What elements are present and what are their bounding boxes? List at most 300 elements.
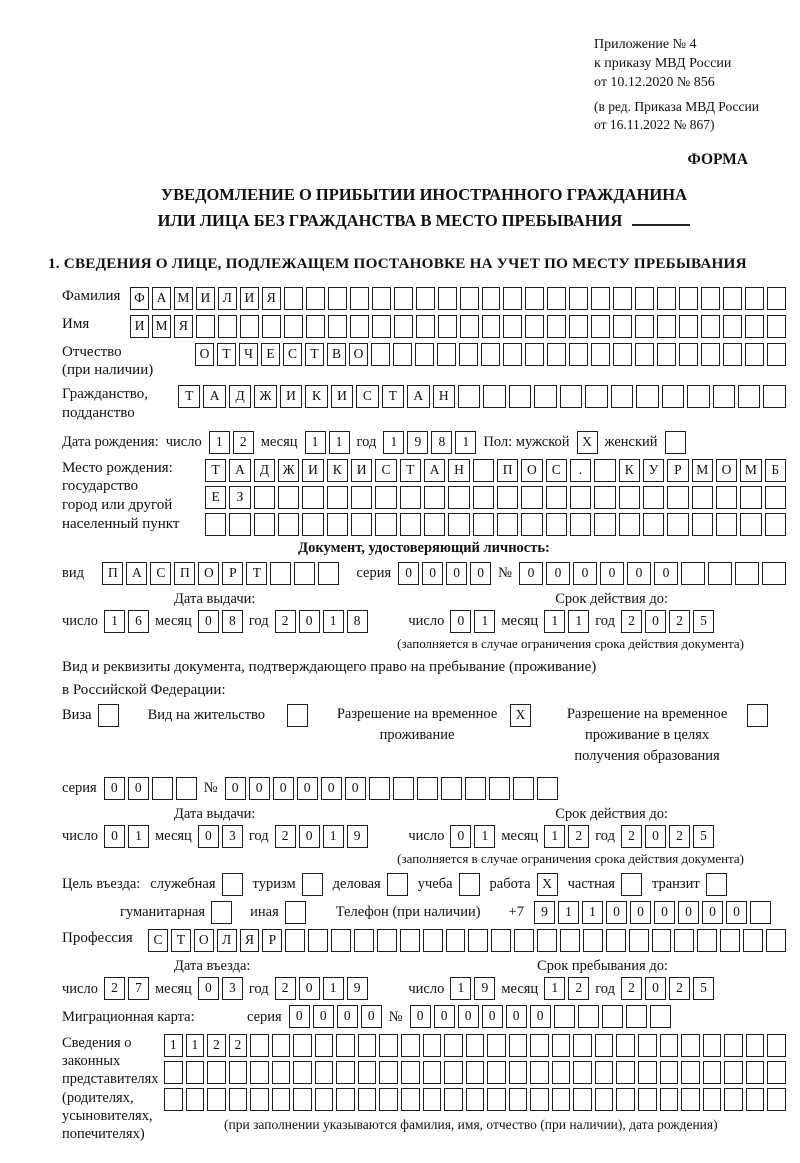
char-cell[interactable] [745,343,764,366]
char-cell[interactable] [537,929,557,952]
char-cell[interactable] [448,486,469,509]
char-cell[interactable]: П [174,562,195,585]
char-cell[interactable] [446,929,466,952]
char-cell[interactable]: И [240,287,259,310]
char-cell[interactable] [350,315,369,338]
char-cell[interactable] [530,1034,549,1057]
char-cell[interactable]: Е [205,486,226,509]
char-cell[interactable]: П [497,459,518,482]
char-cell[interactable] [401,1061,420,1084]
char-cell[interactable]: 2 [229,1034,248,1057]
char-cell[interactable] [765,486,786,509]
char-cell[interactable]: О [521,459,542,482]
char-cell[interactable] [766,929,786,952]
char-cell[interactable] [489,777,510,800]
char-cell[interactable]: И [130,315,149,338]
stay-month-cells[interactable] [544,977,589,1000]
char-cell[interactable]: 0 [434,1005,455,1028]
char-cell[interactable] [703,1034,722,1057]
char-cell[interactable] [660,1034,679,1057]
char-cell[interactable]: Я [174,315,193,338]
char-cell[interactable] [591,287,610,310]
char-cell[interactable]: 0 [600,562,624,585]
char-cell[interactable]: А [126,562,147,585]
char-cell[interactable] [750,901,771,924]
char-cell[interactable] [466,1061,485,1084]
char-cell[interactable]: 0 [546,562,570,585]
char-cell[interactable] [657,287,676,310]
char-cell[interactable] [595,1034,614,1057]
char-cell[interactable] [379,1088,398,1111]
char-cell[interactable] [552,1034,571,1057]
purpose-other-checkbox[interactable] [285,901,306,924]
char-cell[interactable]: 0 [645,610,666,633]
char-cell[interactable]: 2 [568,825,589,848]
char-cell[interactable] [525,287,544,310]
char-cell[interactable] [509,385,531,408]
char-cell[interactable] [619,486,640,509]
char-cell[interactable] [743,929,763,952]
char-cell[interactable] [375,513,396,536]
char-cell[interactable] [547,287,566,310]
char-cell[interactable]: 0 [470,562,491,585]
char-cell[interactable] [441,777,462,800]
char-cell[interactable]: 0 [345,777,366,800]
entry-month-cells[interactable] [198,977,243,1000]
char-cell[interactable] [351,486,372,509]
rvp-checkbox[interactable]: X [510,704,531,727]
char-cell[interactable] [308,929,328,952]
char-cell[interactable]: 1 [164,1034,183,1057]
char-cell[interactable]: О [349,343,368,366]
char-cell[interactable] [262,315,281,338]
char-cell[interactable]: 9 [407,431,428,454]
char-cell[interactable]: 0 [337,1005,358,1028]
char-cell[interactable] [602,1005,623,1028]
char-cell[interactable]: 0 [398,562,419,585]
residence-issue-day-cells[interactable] [104,825,149,848]
char-cell[interactable] [401,1034,420,1057]
char-cell[interactable]: 0 [289,1005,310,1028]
char-cell[interactable] [424,513,445,536]
char-cell[interactable] [487,1061,506,1084]
char-cell[interactable] [250,1061,269,1084]
char-cell[interactable] [327,486,348,509]
char-cell[interactable]: 2 [104,977,125,1000]
char-cell[interactable] [377,929,397,952]
identity-issue-year-cells[interactable] [275,610,368,633]
char-cell[interactable]: 1 [323,977,344,1000]
char-cell[interactable] [497,486,518,509]
char-cell[interactable]: 2 [621,825,642,848]
char-cell[interactable] [595,1061,614,1084]
char-cell[interactable] [350,287,369,310]
char-cell[interactable] [444,1061,463,1084]
char-cell[interactable]: 9 [347,825,368,848]
char-cell[interactable]: Л [218,287,237,310]
char-cell[interactable]: 1 [128,825,149,848]
char-cell[interactable]: 1 [544,825,565,848]
char-cell[interactable]: С [356,385,378,408]
char-cell[interactable] [448,513,469,536]
char-cell[interactable]: 2 [669,977,690,1000]
char-cell[interactable]: 0 [450,610,471,633]
birth-place-cells-row2[interactable] [205,486,786,509]
char-cell[interactable]: 1 [450,977,471,1000]
char-cell[interactable] [459,343,478,366]
char-cell[interactable]: К [327,459,348,482]
char-cell[interactable]: 0 [299,610,320,633]
residence-issue-year-cells[interactable] [275,825,368,848]
char-cell[interactable] [716,486,737,509]
char-cell[interactable] [229,1088,248,1111]
char-cell[interactable]: А [152,287,171,310]
char-cell[interactable] [152,777,173,800]
identity-valid-month-cells[interactable] [544,610,589,633]
char-cell[interactable]: Т [246,562,267,585]
char-cell[interactable] [723,287,742,310]
char-cell[interactable] [547,315,566,338]
char-cell[interactable] [738,385,760,408]
char-cell[interactable]: К [619,459,640,482]
char-cell[interactable] [372,315,391,338]
char-cell[interactable] [473,459,494,482]
char-cell[interactable] [438,315,457,338]
char-cell[interactable] [703,1061,722,1084]
char-cell[interactable]: 3 [222,825,243,848]
char-cell[interactable] [176,777,197,800]
char-cell[interactable]: . [570,459,591,482]
char-cell[interactable]: 1 [104,610,125,633]
char-cell[interactable]: 0 [225,777,246,800]
char-cell[interactable]: Я [240,929,260,952]
char-cell[interactable]: 8 [222,610,243,633]
char-cell[interactable]: 1 [544,610,565,633]
char-cell[interactable] [595,1088,614,1111]
char-cell[interactable]: С [283,343,302,366]
sex-female-checkbox[interactable] [665,431,686,454]
char-cell[interactable] [482,315,501,338]
char-cell[interactable]: 0 [361,1005,382,1028]
char-cell[interactable] [740,486,761,509]
char-cell[interactable] [638,1088,657,1111]
char-cell[interactable] [513,777,534,800]
doc-kind-cells[interactable] [102,562,339,585]
char-cell[interactable] [481,343,500,366]
char-cell[interactable] [416,287,435,310]
char-cell[interactable]: Т [382,385,404,408]
char-cell[interactable] [272,1088,291,1111]
char-cell[interactable] [207,1088,226,1111]
char-cell[interactable] [585,385,607,408]
char-cell[interactable] [358,1034,377,1057]
char-cell[interactable] [394,315,413,338]
char-cell[interactable]: 8 [347,610,368,633]
birth-place-cells-row1[interactable] [205,459,786,482]
char-cell[interactable] [636,385,658,408]
char-cell[interactable] [657,343,676,366]
purpose-humanitarian-checkbox[interactable] [211,901,232,924]
char-cell[interactable]: Т [171,929,191,952]
char-cell[interactable] [573,1061,592,1084]
char-cell[interactable]: О [198,562,219,585]
char-cell[interactable] [613,343,632,366]
char-cell[interactable] [351,513,372,536]
char-cell[interactable] [643,513,664,536]
char-cell[interactable] [546,486,567,509]
identity-issue-day-cells[interactable] [104,610,149,633]
char-cell[interactable]: 1 [383,431,404,454]
char-cell[interactable] [327,513,348,536]
char-cell[interactable] [662,385,684,408]
char-cell[interactable] [537,777,558,800]
char-cell[interactable] [616,1088,635,1111]
char-cell[interactable]: 0 [104,825,125,848]
char-cell[interactable] [401,1088,420,1111]
birth-day-cells[interactable] [209,431,254,454]
stay-year-cells[interactable] [621,977,714,1000]
identity-issue-month-cells[interactable] [198,610,243,633]
char-cell[interactable] [483,385,505,408]
char-cell[interactable] [336,1061,355,1084]
char-cell[interactable] [762,562,786,585]
char-cell[interactable] [560,929,580,952]
char-cell[interactable]: Р [667,459,688,482]
char-cell[interactable]: 1 [582,901,603,924]
char-cell[interactable] [497,513,518,536]
char-cell[interactable]: 0 [297,777,318,800]
char-cell[interactable] [415,343,434,366]
char-cell[interactable] [767,343,786,366]
purpose-private-checkbox[interactable] [621,873,642,896]
char-cell[interactable]: 0 [654,901,675,924]
char-cell[interactable] [306,315,325,338]
char-cell[interactable]: П [102,562,123,585]
residence-valid-day-cells[interactable] [450,825,495,848]
char-cell[interactable]: К [305,385,327,408]
char-cell[interactable] [503,343,522,366]
char-cell[interactable] [460,315,479,338]
char-cell[interactable] [416,315,435,338]
residence-permit-checkbox[interactable] [287,704,308,727]
char-cell[interactable] [765,513,786,536]
char-cell[interactable]: 0 [410,1005,431,1028]
char-cell[interactable]: 0 [645,977,666,1000]
char-cell[interactable]: 0 [249,777,270,800]
representatives-cells-row2[interactable] [164,1061,786,1084]
char-cell[interactable]: 0 [299,825,320,848]
char-cell[interactable] [358,1061,377,1084]
char-cell[interactable] [315,1034,334,1057]
char-cell[interactable] [594,459,615,482]
char-cell[interactable] [458,385,480,408]
char-cell[interactable]: 0 [506,1005,527,1028]
doc-series-cells[interactable] [398,562,491,585]
char-cell[interactable] [393,777,414,800]
char-cell[interactable] [437,343,456,366]
char-cell[interactable] [701,287,720,310]
char-cell[interactable] [272,1034,291,1057]
char-cell[interactable] [701,343,720,366]
char-cell[interactable]: У [643,459,664,482]
patronymic-cells[interactable] [195,343,786,366]
char-cell[interactable] [371,343,390,366]
char-cell[interactable] [767,1061,786,1084]
char-cell[interactable] [735,562,759,585]
char-cell[interactable] [525,315,544,338]
char-cell[interactable] [514,929,534,952]
char-cell[interactable] [521,486,542,509]
char-cell[interactable] [638,1034,657,1057]
char-cell[interactable]: 1 [558,901,579,924]
char-cell[interactable]: Ч [239,343,258,366]
char-cell[interactable]: 0 [606,901,627,924]
char-cell[interactable] [681,1034,700,1057]
char-cell[interactable] [569,287,588,310]
char-cell[interactable] [746,1034,765,1057]
char-cell[interactable]: 1 [455,431,476,454]
char-cell[interactable] [626,1005,647,1028]
char-cell[interactable] [254,513,275,536]
char-cell[interactable]: 0 [678,901,699,924]
char-cell[interactable] [379,1034,398,1057]
char-cell[interactable] [716,513,737,536]
char-cell[interactable] [293,1061,312,1084]
char-cell[interactable]: 1 [544,977,565,1000]
char-cell[interactable]: И [351,459,372,482]
char-cell[interactable]: 0 [519,562,543,585]
char-cell[interactable]: 1 [305,431,326,454]
char-cell[interactable]: 2 [275,610,296,633]
char-cell[interactable] [487,1034,506,1057]
char-cell[interactable] [619,513,640,536]
char-cell[interactable]: 1 [209,431,230,454]
char-cell[interactable]: С [375,459,396,482]
char-cell[interactable] [509,1088,528,1111]
char-cell[interactable] [530,1088,549,1111]
char-cell[interactable] [521,513,542,536]
char-cell[interactable]: 2 [275,825,296,848]
char-cell[interactable] [681,562,705,585]
char-cell[interactable] [573,1088,592,1111]
char-cell[interactable] [438,287,457,310]
char-cell[interactable] [701,315,720,338]
purpose-transit-checkbox[interactable] [706,873,727,896]
residence-issue-month-cells[interactable] [198,825,243,848]
char-cell[interactable]: 0 [573,562,597,585]
char-cell[interactable] [328,315,347,338]
char-cell[interactable] [578,1005,599,1028]
char-cell[interactable]: 1 [186,1034,205,1057]
char-cell[interactable]: Б [765,459,786,482]
char-cell[interactable] [724,1061,743,1084]
char-cell[interactable] [613,287,632,310]
char-cell[interactable]: 0 [654,562,678,585]
char-cell[interactable] [745,287,764,310]
char-cell[interactable] [284,315,303,338]
char-cell[interactable]: Н [448,459,469,482]
char-cell[interactable]: О [194,929,214,952]
char-cell[interactable]: 5 [693,610,714,633]
residence-valid-month-cells[interactable] [544,825,589,848]
char-cell[interactable] [270,562,291,585]
char-cell[interactable] [254,486,275,509]
char-cell[interactable] [302,486,323,509]
char-cell[interactable] [703,1088,722,1111]
char-cell[interactable]: 0 [198,610,219,633]
surname-cells[interactable] [130,287,786,310]
char-cell[interactable]: 2 [568,977,589,1000]
char-cell[interactable] [379,1061,398,1084]
char-cell[interactable] [746,1088,765,1111]
migration-series-cells[interactable] [289,1005,382,1028]
char-cell[interactable] [400,486,421,509]
char-cell[interactable] [606,929,626,952]
char-cell[interactable]: А [203,385,225,408]
char-cell[interactable] [613,315,632,338]
char-cell[interactable]: 0 [630,901,651,924]
char-cell[interactable] [284,287,303,310]
char-cell[interactable]: Ж [254,385,276,408]
char-cell[interactable]: Т [305,343,324,366]
birth-place-cells-row3[interactable] [205,513,786,536]
purpose-official-checkbox[interactable] [222,873,243,896]
char-cell[interactable] [466,1034,485,1057]
char-cell[interactable] [570,486,591,509]
char-cell[interactable]: 0 [198,977,219,1000]
char-cell[interactable] [306,287,325,310]
residence-number-cells[interactable] [225,777,558,800]
char-cell[interactable] [767,315,786,338]
char-cell[interactable]: С [150,562,171,585]
char-cell[interactable]: 0 [422,562,443,585]
char-cell[interactable] [583,929,603,952]
char-cell[interactable]: О [716,459,737,482]
char-cell[interactable] [423,929,443,952]
char-cell[interactable] [473,486,494,509]
phone-cells[interactable] [534,901,771,924]
char-cell[interactable] [465,777,486,800]
char-cell[interactable]: 2 [233,431,254,454]
char-cell[interactable]: Д [254,459,275,482]
char-cell[interactable] [708,562,732,585]
char-cell[interactable] [679,287,698,310]
char-cell[interactable] [667,486,688,509]
visa-checkbox[interactable] [98,704,119,727]
char-cell[interactable] [746,1061,765,1084]
char-cell[interactable] [444,1034,463,1057]
entry-year-cells[interactable] [275,977,368,1000]
char-cell[interactable] [393,343,412,366]
char-cell[interactable]: Л [217,929,237,952]
char-cell[interactable] [679,343,698,366]
char-cell[interactable] [400,513,421,536]
char-cell[interactable]: Н [433,385,455,408]
purpose-tourism-checkbox[interactable] [302,873,323,896]
char-cell[interactable] [315,1088,334,1111]
char-cell[interactable] [285,929,305,952]
char-cell[interactable]: Ж [278,459,299,482]
char-cell[interactable] [400,929,420,952]
char-cell[interactable] [218,315,237,338]
char-cell[interactable] [503,287,522,310]
sex-male-checkbox[interactable]: X [577,431,598,454]
char-cell[interactable]: 1 [329,431,350,454]
char-cell[interactable]: 9 [474,977,495,1000]
char-cell[interactable]: М [174,287,193,310]
char-cell[interactable]: Д [229,385,251,408]
char-cell[interactable]: 8 [431,431,452,454]
